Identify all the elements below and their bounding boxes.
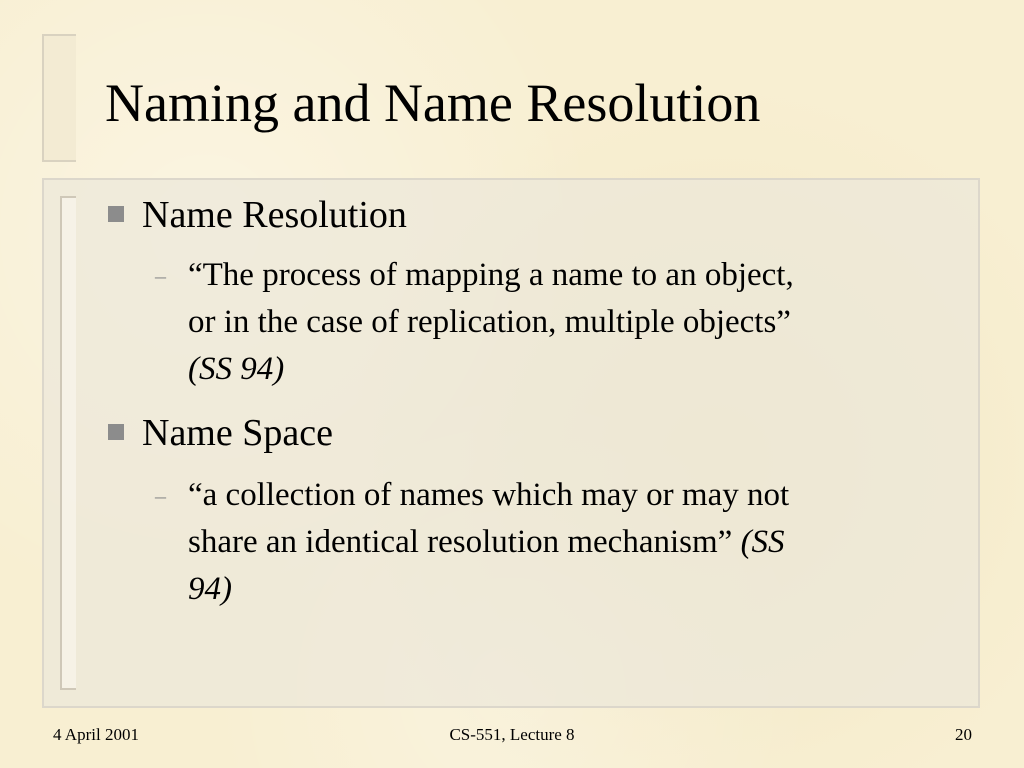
dash-bullet-icon: –: [155, 263, 166, 288]
footer-page-number: 20: [955, 725, 972, 744]
citation: (SS 94): [188, 351, 285, 387]
content-accent-bar: [60, 196, 76, 690]
sub-bullet-line: “a collection of names which may or may not: [188, 477, 790, 513]
bullet-label: Name Space: [142, 412, 333, 454]
square-bullet-icon: [108, 424, 124, 440]
sub-bullet-line: “The process of mapping a name to an object,: [188, 257, 794, 293]
sub-bullet-text: [188, 472, 918, 613]
citation: (SS: [740, 524, 785, 560]
dash-bullet-icon: –: [155, 483, 166, 508]
title-accent-bar: [42, 34, 76, 162]
sub-bullet-line: or in the case of replication, multiple objects”: [188, 304, 791, 340]
sub-bullet-line-text: share an identical resolution mechanism”: [188, 524, 741, 560]
sub-bullet-text: [188, 252, 918, 393]
footer-date: 4 April 2001: [53, 725, 139, 744]
bullet-label: Name Resolution: [142, 194, 407, 236]
footer-course: CS-551, Lecture 8: [449, 725, 575, 744]
slide-title: Naming and Name Resolution: [105, 73, 761, 133]
square-bullet-icon: [108, 206, 124, 222]
citation: 94): [188, 571, 232, 607]
sub-bullet-line: [188, 519, 918, 566]
